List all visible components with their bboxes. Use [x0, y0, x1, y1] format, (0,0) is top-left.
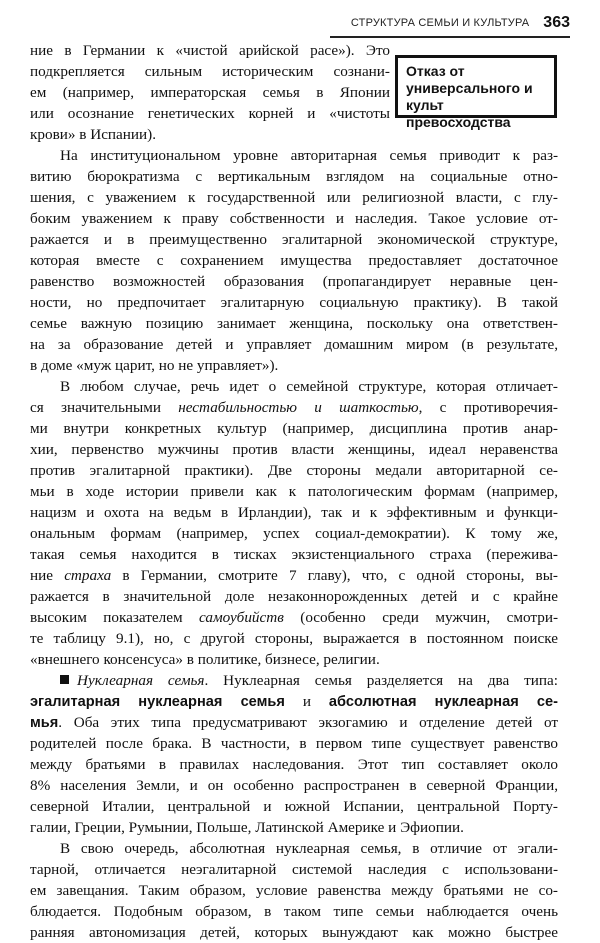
text-line: ем (например, императорская семья в Японии — [30, 84, 390, 101]
text-line: такая семья находится в тисках экзистенциального страха (пережива- — [30, 546, 558, 563]
text-line: Нуклеарная семья. Нуклеарная семья разделяется на два типа: — [30, 670, 558, 691]
text-line: подкрепляется сильным историческим сознани- — [30, 63, 390, 80]
text-line: семье важную позицию занимает женщина, поскольку она ответствен- — [30, 315, 558, 332]
text-line: шения, с уважением к государственной или религиозной власти, с глу- — [30, 189, 558, 206]
text-line: ние страха в Германии, смотрите 7 главу), что, с одной стороны, вы- — [30, 567, 558, 584]
margin-note-line: универсального и — [406, 80, 533, 96]
paragraph — [30, 40, 558, 145]
text-line: В свою очередь, абсолютная нуклеарная семья, в отличие от эгали- — [60, 840, 558, 857]
text-line: галии, Греции, Румынии, Польше, Латинской Америке и Эфиопии. — [30, 819, 464, 836]
text-line: в доме «муж царит, но не управляет»). — [30, 357, 279, 374]
text-line: на за образование детей и управляет домашним миром (в результате, — [30, 336, 558, 353]
margin-note-line: Отказ от — [406, 63, 465, 79]
text-line: те таблицу 9.1), но, с другой стороны, выражается в постоянном поиске — [30, 630, 558, 647]
text-line: родителей после брака. В частности, в первом типе существует равенство — [30, 735, 558, 752]
text-line: мьи в ходе истории привели как к патологическим формам (например, — [30, 483, 558, 500]
body-text — [30, 40, 558, 943]
text-line: нацизм и охота на ведьм в Ирландии), так и к эффективным и функци- — [30, 504, 558, 521]
text-line: против эгалитарной практики). Две стороны медали авторитарной се- — [30, 462, 558, 479]
margin-note-line: культ превосходства — [406, 97, 511, 130]
text-line: ми внутри конкретных культур (например, дисциплина против анар- — [30, 420, 558, 437]
text-line: крови» в Испании). — [30, 126, 157, 143]
text-line: 8% населения Земли, и он особенно распространен в северной Франции, — [30, 777, 558, 794]
text-line: ражается в значительной доле незаконнорожденных детей и с крайне — [30, 588, 558, 605]
text-line: ражается и в преимущественно эгалитарной экономической структуре, — [30, 231, 558, 248]
text-line: высоким показателем самоубийств (особенно среди мужчин, смотри- — [30, 609, 558, 626]
text-line: ности, но предпочитает эгалитарную социальную практику). В такой — [30, 294, 558, 311]
page-number: 363 — [543, 14, 570, 31]
text-line: В любом случае, речь идет о семейной структуре, которая отличает- — [60, 378, 558, 395]
text-line: эгалитарная нуклеарная семья и абсолютная нуклеарная се- — [30, 693, 558, 710]
text-line: северной Италии, центральной и южной Испании, центральной Порту- — [30, 798, 558, 815]
text-line: ся значительными нестабильностью и шаткостью, с противоречия- — [30, 399, 558, 416]
running-header — [330, 10, 570, 38]
paragraph — [30, 838, 558, 943]
paragraph — [30, 670, 558, 838]
text-line: тарной, отличается неэгалитарной системой наследия с использовани- — [30, 861, 558, 878]
text-line: или осознание генетических корней и «чистоты — [30, 105, 390, 122]
text-line: равенство возможностей образования (пропагандирует неравные цен- — [30, 273, 558, 290]
text-line: мья. Оба этих типа предусматривают экзогамию и отделение детей от — [30, 714, 558, 731]
text-line: ние в Германии к «чистой арийской расе»). Это — [30, 42, 390, 59]
text-line: витию бюрократизма с вертикальным взглядом на социальные отно- — [30, 168, 558, 185]
text-line: блюдается. Подобным образом, в таком типе семьи наблюдается очень — [30, 903, 558, 920]
text-line: между братьями в правилах наследования. Этот тип составляет около — [30, 756, 558, 773]
text-line: ональным формам (например, успех социал-демократии). К тому же, — [30, 525, 558, 542]
bullet-square-icon — [60, 675, 69, 684]
text-line: На институциональном уровне авторитарная семья приводит к раз- — [60, 147, 558, 164]
text-line: ем завещания. Таким образом, условие равенства между братьями не со- — [30, 882, 558, 899]
paragraph — [30, 145, 558, 376]
text-line: «внешнего консенсуса» в политике, бизнесе, религии. — [30, 651, 380, 668]
text-line: которая вместе с сохранением имущества предоставляет достаточное — [30, 252, 558, 269]
text-line: ранняя автономизация детей, которых вынуждают как можно быстрее — [30, 924, 558, 941]
paragraph — [30, 376, 558, 670]
text-line: хии, первенство мужчины против власти женщины, идеал неравенства — [30, 441, 558, 458]
text-line: боким уважением к праву собственности и наследия. Такое условие от- — [30, 210, 558, 227]
running-title: СТРУКТУРА СЕМЬИ И КУЛЬТУРА — [350, 17, 530, 29]
